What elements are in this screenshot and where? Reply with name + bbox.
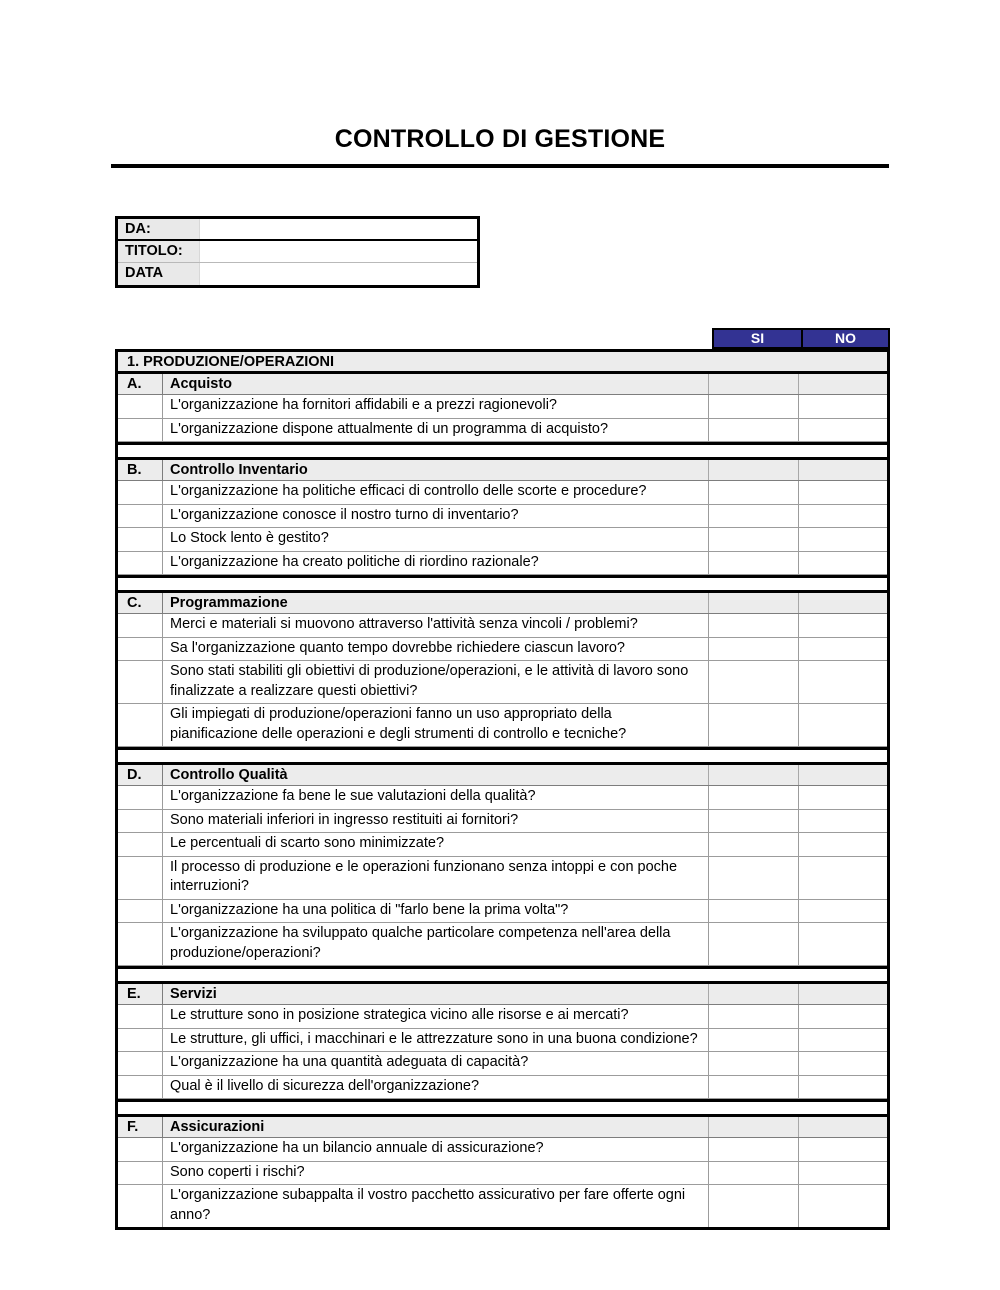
question-row <box>118 395 887 419</box>
answer-cell-no[interactable] <box>799 481 887 504</box>
question-text: L'organizzazione subappalta il vostro pacchetto assicurativo per fare offerte ogni anno? <box>163 1185 709 1227</box>
group-letter: B. <box>118 460 163 480</box>
question-text: L'organizzazione ha politiche efficaci di controllo delle scorte e procedure? <box>163 481 709 504</box>
question-text: Sono coperti i rischi? <box>163 1162 709 1185</box>
question-text: L'organizzazione ha una politica di "farlo bene la prima volta"? <box>163 900 709 923</box>
answer-cell-no[interactable] <box>799 900 887 923</box>
group-letter <box>118 810 163 833</box>
question-row <box>118 1052 887 1076</box>
answer-cell-si[interactable] <box>709 1052 799 1075</box>
info-field-da[interactable] <box>200 219 477 239</box>
group-letter: A. <box>118 374 163 394</box>
checklist-table <box>115 349 890 1230</box>
title-divider <box>111 164 889 168</box>
group-header-row <box>118 374 887 395</box>
group-letter: D. <box>118 765 163 785</box>
answer-columns-header <box>712 328 890 349</box>
answer-cell-no[interactable] <box>799 505 887 528</box>
question-text: L'organizzazione ha un bilancio annuale di assicurazione? <box>163 1138 709 1161</box>
question-row <box>118 704 887 747</box>
question-text: L'organizzazione ha sviluppato qualche particolare competenza nell'area della produzione/operazioni? <box>163 923 709 965</box>
question-row <box>118 786 887 810</box>
answer-cell-no[interactable] <box>799 704 887 746</box>
section-spacer <box>118 747 887 765</box>
question-row <box>118 552 887 576</box>
answer-cell-si[interactable] <box>709 1162 799 1185</box>
question-text: Merci e materiali si muovono attraverso l'attività senza vincoli / problemi? <box>163 614 709 637</box>
section-spacer <box>118 442 887 460</box>
group-header-row <box>118 765 887 786</box>
answer-cell-si[interactable] <box>709 1138 799 1161</box>
section-banner-label: 1. PRODUZIONE/OPERAZIONI <box>127 354 335 370</box>
question-text: Sono stati stabiliti gli obiettivi di produzione/operazioni, e le attività di lavoro sono finalizzate a realizzare questi obiettivi? <box>163 661 709 703</box>
answer-cell-no[interactable] <box>799 857 887 899</box>
question-row <box>118 528 887 552</box>
question-text: Lo Stock lento è gestito? <box>163 528 709 551</box>
answer-cell-si[interactable] <box>709 593 799 613</box>
group-letter <box>118 900 163 923</box>
answer-cell-no[interactable] <box>799 614 887 637</box>
group-letter <box>118 1052 163 1075</box>
answer-cell-si[interactable] <box>709 900 799 923</box>
answer-cell-si[interactable] <box>709 395 799 418</box>
group-letter <box>118 1185 163 1227</box>
answer-cell-si[interactable] <box>709 810 799 833</box>
answer-cell-si[interactable] <box>709 661 799 703</box>
group-letter <box>118 786 163 809</box>
answer-cell-no[interactable] <box>799 552 887 575</box>
answer-cell-no[interactable] <box>799 1162 887 1185</box>
answer-cell-no[interactable] <box>799 1117 887 1137</box>
question-text: Qual è il livello di sicurezza dell'organizzazione? <box>163 1076 709 1099</box>
info-row-da <box>118 219 477 241</box>
answer-cell-no[interactable] <box>799 638 887 661</box>
question-text: L'organizzazione conosce il nostro turno di inventario? <box>163 505 709 528</box>
info-label-data: DATA <box>118 263 200 285</box>
group-header-row <box>118 984 887 1005</box>
group-letter <box>118 505 163 528</box>
question-row <box>118 833 887 857</box>
answer-cell-si[interactable] <box>709 505 799 528</box>
answer-cell-si[interactable] <box>709 765 799 785</box>
info-row-data <box>118 263 477 285</box>
group-letter <box>118 528 163 551</box>
question-row <box>118 638 887 662</box>
answer-cell-si[interactable] <box>709 460 799 480</box>
answer-cell-no[interactable] <box>799 1076 887 1099</box>
group-letter <box>118 833 163 856</box>
answer-cell-si[interactable] <box>709 374 799 394</box>
question-row <box>118 1076 887 1100</box>
answer-cell-si[interactable] <box>709 1117 799 1137</box>
question-row <box>118 481 887 505</box>
question-text: L'organizzazione ha fornitori affidabili e a prezzi ragionevoli? <box>163 395 709 418</box>
page-title: CONTROLLO DI GESTIONE <box>334 125 666 153</box>
answer-cell-no[interactable] <box>799 810 887 833</box>
group-title: Acquisto <box>163 374 709 394</box>
answer-cell-si[interactable] <box>709 552 799 575</box>
question-row <box>118 1005 887 1029</box>
question-text: Le strutture, gli uffici, i macchinari e le attrezzature sono in una buona condizione? <box>163 1029 709 1052</box>
answer-cell-no[interactable] <box>799 593 887 613</box>
group-letter <box>118 1162 163 1185</box>
question-text: Il processo di produzione e le operazioni funzionano senza intoppi e con poche interruzioni? <box>163 857 709 899</box>
question-row <box>118 923 887 966</box>
group-title: Programmazione <box>163 593 709 613</box>
section-banner <box>118 352 887 374</box>
answer-cell-no[interactable] <box>799 984 887 1004</box>
answer-cell-no[interactable] <box>799 395 887 418</box>
answer-cell-si[interactable] <box>709 419 799 442</box>
question-text: Sa l'organizzazione quanto tempo dovrebbe richiedere ciascun lavoro? <box>163 638 709 661</box>
question-row <box>118 419 887 443</box>
group-letter: C. <box>118 593 163 613</box>
section-spacer <box>118 966 887 984</box>
group-header-row <box>118 1117 887 1138</box>
question-row <box>118 900 887 924</box>
answer-cell-si[interactable] <box>709 1029 799 1052</box>
section-spacer <box>118 575 887 593</box>
section-spacer <box>118 1099 887 1117</box>
group-letter <box>118 395 163 418</box>
answer-cell-si[interactable] <box>709 1185 799 1227</box>
answer-cell-no[interactable] <box>799 460 887 480</box>
question-row <box>118 1162 887 1186</box>
answer-cell-no[interactable] <box>799 833 887 856</box>
group-letter <box>118 923 163 965</box>
group-header-row <box>118 593 887 614</box>
group-letter <box>118 704 163 746</box>
answer-cell-si[interactable] <box>709 638 799 661</box>
answer-cell-no[interactable] <box>799 419 887 442</box>
question-row <box>118 614 887 638</box>
group-title: Assicurazioni <box>163 1117 709 1137</box>
question-text: L'organizzazione ha creato politiche di riordino razionale? <box>163 552 709 575</box>
group-letter <box>118 1138 163 1161</box>
info-row-titolo <box>118 241 477 263</box>
group-letter <box>118 552 163 575</box>
answer-cell-si[interactable] <box>709 1005 799 1028</box>
document-info-box <box>115 216 480 288</box>
answer-cell-si[interactable] <box>709 1076 799 1099</box>
question-text: Le percentuali di scarto sono minimizzate? <box>163 833 709 856</box>
answer-cell-no[interactable] <box>799 1052 887 1075</box>
answer-cell-si[interactable] <box>709 833 799 856</box>
answer-cell-si[interactable] <box>709 786 799 809</box>
group-letter <box>118 419 163 442</box>
group-title: Servizi <box>163 984 709 1004</box>
group-letter <box>118 481 163 504</box>
answer-cell-si[interactable] <box>709 614 799 637</box>
info-field-titolo[interactable] <box>200 241 477 262</box>
info-label-titolo: TITOLO: <box>118 241 200 262</box>
question-row <box>118 810 887 834</box>
answer-cell-no[interactable] <box>799 1138 887 1161</box>
column-header-si: SI <box>714 330 801 347</box>
answer-cell-si[interactable] <box>709 704 799 746</box>
group-letter <box>118 1029 163 1052</box>
answer-cell-no[interactable] <box>799 1185 887 1227</box>
answer-cell-no[interactable] <box>799 1029 887 1052</box>
question-row <box>118 1185 887 1227</box>
answer-cell-no[interactable] <box>799 374 887 394</box>
group-letter <box>118 1005 163 1028</box>
group-letter <box>118 857 163 899</box>
question-text: Sono materiali inferiori in ingresso restituiti ai fornitori? <box>163 810 709 833</box>
question-row <box>118 857 887 900</box>
info-field-data[interactable] <box>200 263 477 285</box>
group-header-row <box>118 460 887 481</box>
group-letter: E. <box>118 984 163 1004</box>
group-letter <box>118 1076 163 1099</box>
answer-cell-no[interactable] <box>799 1005 887 1028</box>
question-text: L'organizzazione fa bene le sue valutazioni della qualità? <box>163 786 709 809</box>
group-letter: F. <box>118 1117 163 1137</box>
question-row <box>118 505 887 529</box>
group-title: Controllo Qualità <box>163 765 709 785</box>
answer-cell-no[interactable] <box>799 786 887 809</box>
answer-cell-no[interactable] <box>799 661 887 703</box>
group-title: Controllo Inventario <box>163 460 709 480</box>
column-header-no: NO <box>801 330 888 347</box>
answer-cell-no[interactable] <box>799 923 887 965</box>
question-text: Le strutture sono in posizione strategica vicino alle risorse e ai mercati? <box>163 1005 709 1028</box>
answer-cell-si[interactable] <box>709 923 799 965</box>
question-text: Gli impiegati di produzione/operazioni fanno un uso appropriato della pianificazione delle operazioni e degli strumenti di controllo e tecniche? <box>163 704 709 746</box>
group-letter <box>118 661 163 703</box>
answer-cell-si[interactable] <box>709 984 799 1004</box>
question-row <box>118 1138 887 1162</box>
question-row <box>118 661 887 704</box>
group-letter <box>118 614 163 637</box>
answer-cell-no[interactable] <box>799 528 887 551</box>
answer-cell-si[interactable] <box>709 481 799 504</box>
answer-cell-si[interactable] <box>709 857 799 899</box>
question-text: L'organizzazione ha una quantità adeguata di capacità? <box>163 1052 709 1075</box>
question-row <box>118 1029 887 1053</box>
info-label-da: DA: <box>118 219 200 239</box>
group-letter <box>118 638 163 661</box>
answer-cell-si[interactable] <box>709 528 799 551</box>
answer-cell-no[interactable] <box>799 765 887 785</box>
question-text: L'organizzazione dispone attualmente di un programma di acquisto? <box>163 419 709 442</box>
